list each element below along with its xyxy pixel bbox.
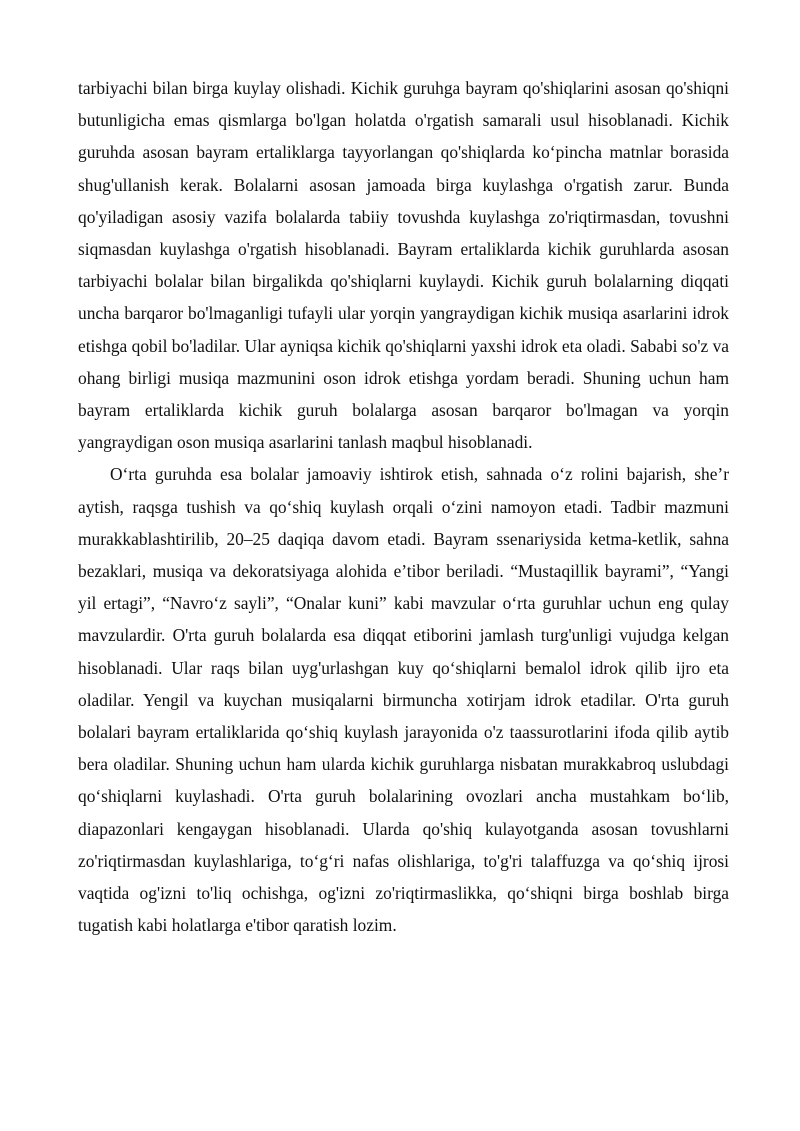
paragraph-1: tarbiyachi bilan birga kuylay olishadi. Kichik guruhga bayram qo'shiqlarini asosan qo'shiqni butunligicha emas qismlarga bo'lgan holatda o'rgatish samarali usul hisoblanadi. Kichik guruhda asosan bayram ertaliklarga tayyorlangan qo'shiqlarda ko‘pincha matnlar borasida shug'ullanish kerak. Bolalarni asosan jamoada birga kuylashga o'rgatish zarur. Bunda qo'yiladigan asosiy vazifa bolalarda tabiiy tovushda kuylashga zo'riqtirmasdan, tovushni siqmasdan kuylashga o'rgatish hisoblanadi. Bayram ertaliklarda kichik guruhlarda asosan tarbiyachi bolalar bilan birgalikda qo'shiqlarni kuylaydi. Kichik guruh bolalarning diqqati uncha barqaror bo'lmaganligi tufayli ular yorqin yangraydigan kichik musiqa asarlarini idrok etishga qobil bo'ladilar. Ular ayniqsa kichik qo'shiqlarni yaxshi idrok eta oladi. Sababi so'z va ohang birligi musiqa mazmunini oson idrok etishga yordam beradi. Shuning uchun ham bayram ertaliklarda kichik guruh bolalarga asosan barqaror bo'lmagan va yorqin yangraydigan oson musiqa asarlarini tanlash maqbul hisoblanadi. [78,78,729,453]
document-page [78,72,729,941]
paragraph-2: O‘rta guruhda esa bolalar jamoaviy ishtirok etish, sahnada o‘z rolini bajarish, she’r aytish, raqsga tushish va qo‘shiq kuylash orqali o‘zini namoyon etadi. Tadbir mazmuni murakkablashtirilib, 20–25 daqiqa davom etadi. Bayram ssenariysida ketma-ketlik, sahna bezaklari, musiqa va dekoratsiyaga alohida e’tibor beriladi. “Mustaqillik bayrami”, “Yangi yil ertagi”, “Navro‘z sayli”, “Onalar kuni” kabi mavzular o‘rta guruhlar uchun eng qulay mavzulardir. O'rta guruh bolalarda esa diqqat etiborini jamlash turg'unligi vujudga kelgan hisoblanadi. Ular raqs bilan uyg'urlashgan kuy qo‘shiqlarni bemalol idrok qilib ijro eta oladilar. Yengil va kuychan musiqalarni birmuncha xotirjam idrok etadilar. O'rta guruh bolalari bayram ertaliklarida qo‘shiq kuylash jarayonida o'z taassurotlarini ifoda qilib aytib bera oladilar. Shuning uchun ham ularda kichik guruhlarga nisbatan murakkabroq uslubdagi qo‘shiqlarni kuylashadi. O'rta guruh bolalarining ovozlari ancha mustahkam bo‘lib, diapazonlari kengaygan hisoblanadi. Ularda qo'shiq kulayotganda asosan tovushlarni zo'riqtirmasdan kuylashlariga, to‘g‘ri nafas olishlariga, to'g'ri talaffuzga va qo‘shiq ijrosi vaqtida og'izni to'liq ochishga, og'izni zo'riqtirmaslikka, qo‘shiqni birga boshlab birga tugatish kabi holatlarga e'tibor qaratish lozim. [78,464,729,936]
